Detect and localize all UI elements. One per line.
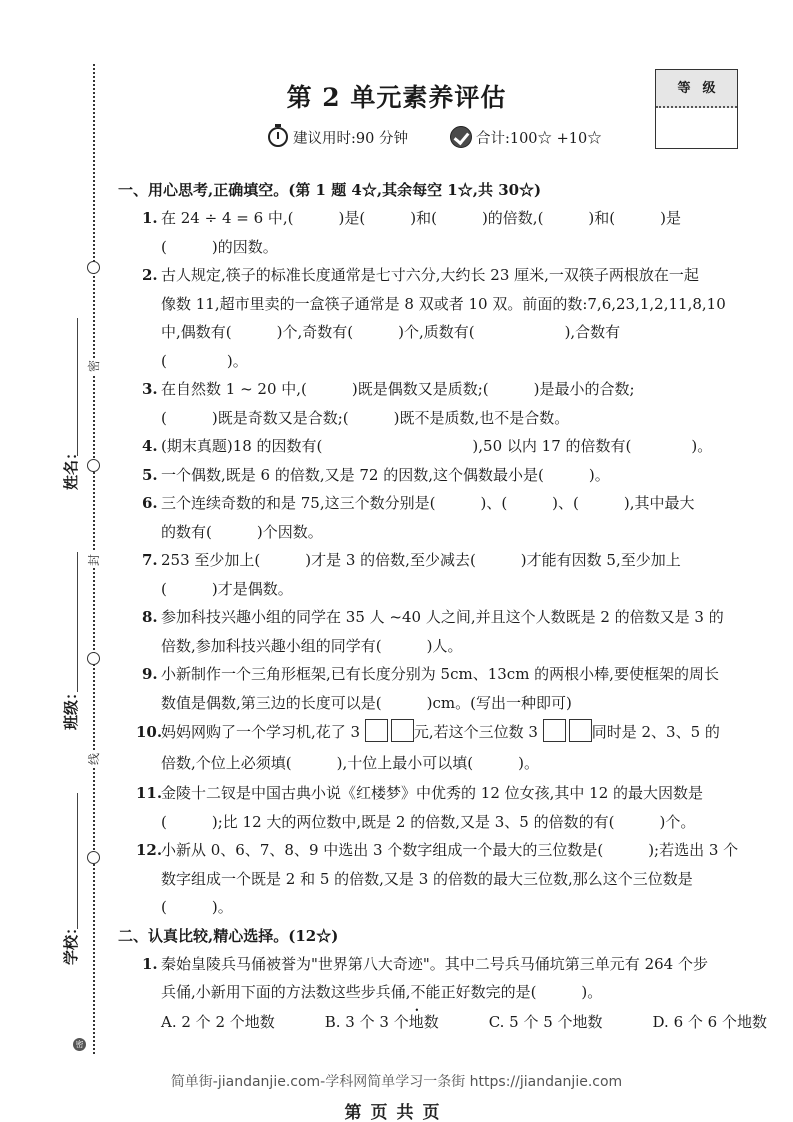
- digit-box[interactable]: [569, 719, 592, 742]
- question-text: 一个偶数,既是 6 的倍数,又是 72 的因数,这个偶数最小是( )。: [161, 465, 610, 484]
- suggested-time: [268, 127, 408, 148]
- digit-box[interactable]: [543, 719, 566, 742]
- cut-mark-mi: 密: [87, 360, 101, 373]
- section-1-heading: 一、用心思考,正确填空。(第 1 题 4☆,其余每空 1☆,共 30☆): [118, 181, 542, 199]
- question-1-1: [118, 204, 773, 261]
- question-2-1: [118, 950, 773, 1007]
- question-text: ( )才是偶数。: [161, 579, 293, 598]
- question-text: 中,偶数有( )个,奇数有( )个,质数有( ),合数有: [161, 323, 621, 341]
- page-counter: 第页共页: [344, 1103, 449, 1122]
- question-text: 古人规定,筷子的标准长度通常是七寸六分,大约长 23 厘米,一双筷子两根放在一起: [161, 266, 699, 284]
- question-text: ( )的因数。: [161, 237, 278, 256]
- text-part: 正好数完的是( )。: [440, 983, 603, 1001]
- question-text: 小新制作一个三角形框架,已有长度分别为 5cm、13cm 的两根小棒,要使框架的周长: [161, 665, 719, 683]
- question-text: ( );比 12 大的两位数中,既是 2 的倍数,又是 3、5 的倍数的有( )个。: [161, 812, 696, 831]
- option-b[interactable]: B. 3 个 3 个地数: [324, 1012, 439, 1031]
- question-text: 参加科技兴趣小组的同学在 35 人 ~40 人之间,并且这个人数既是 2 的倍数又是 3 的: [161, 608, 724, 626]
- question-text: 在自然数 1 ~ 20 中,( )既是偶数又是质数;( )是最小的合数;: [161, 380, 635, 398]
- grade-label: 等级: [656, 70, 737, 108]
- question-number: 7.: [142, 551, 158, 569]
- cut-mark-feng: 封: [87, 554, 101, 567]
- exam-content: [118, 176, 773, 1037]
- question-text: [161, 978, 773, 1007]
- text-part: 兵俑,小新用下面的方法数这些步兵俑,: [161, 983, 411, 1001]
- question-1-12: [118, 836, 773, 922]
- option-c[interactable]: C. 5 个 5 个地数: [488, 1012, 603, 1031]
- cut-mark-xian: 线: [87, 753, 101, 766]
- question-1-2: [118, 261, 773, 375]
- section-2-heading: 二、认真比较,精心选择。(12☆): [118, 926, 339, 945]
- question-1-7: [118, 546, 773, 603]
- question-text: 253 至少加上( )才是 3 的倍数,至少减去( )才能有因数 5,至少加上: [161, 551, 681, 569]
- question-1-11: [118, 779, 773, 836]
- question-text: ( )。: [161, 351, 248, 370]
- school-line[interactable]: [77, 793, 78, 929]
- grade-box[interactable]: [655, 69, 738, 149]
- question-number: 1.: [142, 209, 158, 227]
- time-label: 建议用时:90 分钟: [293, 130, 408, 147]
- question-text: 小新从 0、6、7、8、9 中选出 3 个数字组成一个最大的三位数是( );若选出 3 个: [161, 841, 739, 859]
- question-text: ( )。: [161, 898, 233, 916]
- watermark: 简单街-jiandanjie.com-学科网简单学习一条街 https://jiandanjie.com: [170, 1074, 623, 1090]
- grade-value[interactable]: [656, 108, 737, 146]
- question-number: 12.: [136, 841, 163, 859]
- question-number: 4.: [142, 437, 158, 455]
- total-label: 合计:100☆ +10☆: [475, 130, 602, 147]
- emphasis-text: 不能: [410, 983, 441, 1001]
- question-number: 3.: [142, 380, 158, 398]
- question-number: 10.: [136, 723, 163, 741]
- name-line[interactable]: [77, 318, 78, 456]
- question-text: 数字组成一个既是 2 和 5 的倍数,又是 3 的倍数的最大三位数,那么这个三位数是: [161, 869, 693, 888]
- question-number: 6.: [142, 494, 158, 512]
- question-text: 的数有( )个因数。: [161, 522, 323, 541]
- page-title: 第 2 单元素养评估: [286, 83, 507, 112]
- question-text: 在 24 ÷ 4 = 6 中,( )是( )和( )的倍数,( )和( )是: [161, 209, 681, 227]
- binding-hole: [87, 459, 100, 472]
- question-number: 11.: [136, 784, 163, 802]
- stopwatch-icon: [268, 127, 288, 147]
- total-score: [450, 126, 602, 148]
- class-label: 班级：: [62, 684, 80, 730]
- binding-margin: [0, 0, 110, 1060]
- digit-box[interactable]: [391, 719, 414, 742]
- question-text: 三个连续奇数的和是 75,这三个数分别是( )、( )、( ),其中最大: [161, 494, 695, 512]
- digit-box[interactable]: [365, 719, 388, 742]
- question-text: [161, 717, 773, 748]
- question-text: (期末真题)18 的因数有( ),50 以内 17 的倍数有( )。: [161, 437, 713, 455]
- question-text: 倍数,个位上必须填( ),十位上最小可以填( )。: [161, 754, 539, 772]
- seal-icon: 密: [73, 1038, 86, 1051]
- question-text: 秦始皇陵兵马俑被誉为"世界第八大奇迹"。其中二号兵马俑坑第三单元有 264 个步: [161, 954, 708, 973]
- checkmark-icon: [450, 126, 472, 148]
- option-d[interactable]: D. 6 个 6 个地数: [652, 1012, 767, 1031]
- binding-hole: [87, 851, 100, 864]
- question-text: 像数 11,超市里卖的一盒筷子通常是 8 双或者 10 双。前面的数:7,6,23,1,2,11,8,10: [161, 294, 726, 313]
- school-label: 学校：: [62, 919, 80, 965]
- exam-meta: [268, 126, 602, 148]
- question-1-5: [118, 461, 773, 490]
- question-1-6: [118, 489, 773, 546]
- binding-hole: [87, 652, 100, 665]
- question-text: ( )既是奇数又是合数;( )既不是质数,也不是合数。: [161, 408, 570, 427]
- question-number: 1.: [142, 954, 158, 973]
- choice-options: [118, 1007, 773, 1037]
- question-number: 5.: [142, 465, 158, 484]
- name-label: 姓名：: [62, 444, 80, 490]
- binding-hole: [87, 261, 100, 274]
- question-1-4: [118, 432, 773, 461]
- question-text: 数值是偶数,第三边的长度可以是( )cm。(写出一种即可): [161, 693, 572, 712]
- question-number: 2.: [142, 266, 158, 284]
- question-text: 金陵十二钗是中国古典小说《红楼梦》中优秀的 12 位女孩,其中 12 的最大因数是: [161, 784, 704, 802]
- text-part: 元,若这个三位数 3: [413, 723, 543, 741]
- question-1-3: [118, 375, 773, 432]
- question-1-8: [118, 603, 773, 660]
- question-1-10: [118, 717, 773, 779]
- text-part: 妈妈网购了一个学习机,花了 3: [161, 723, 365, 741]
- text-part: 同时是 2、3、5 的: [591, 723, 720, 741]
- question-1-9: [118, 660, 773, 717]
- question-text: 倍数,参加科技兴趣小组的同学有( )人。: [161, 636, 463, 655]
- question-number: 9.: [142, 665, 158, 683]
- option-a[interactable]: A. 2 个 2 个地数: [161, 1012, 275, 1031]
- question-number: 8.: [142, 608, 158, 626]
- class-line[interactable]: [77, 552, 78, 692]
